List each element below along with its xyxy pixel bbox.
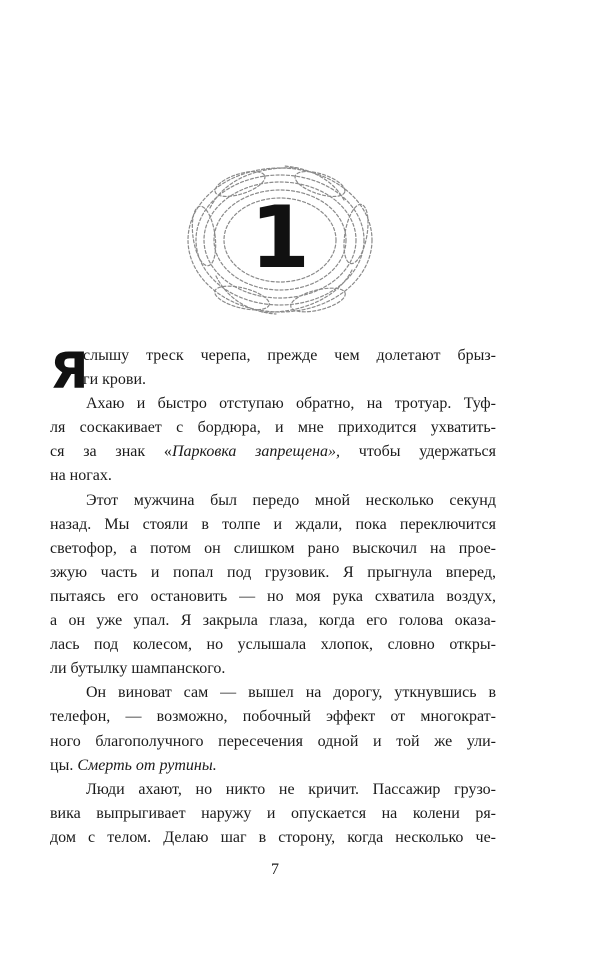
- text-line: дом с телом. Делаю шаг в сторону, когда несколько че-: [50, 828, 496, 846]
- text-line: на ногах.: [50, 467, 112, 485]
- text-run: чтобы удержаться: [340, 443, 497, 461]
- text-run: ся за знак «: [50, 443, 172, 461]
- text-line: ля соскакивает с бордюра, и мне приходится ухватить-: [50, 419, 496, 437]
- text-line: пытаясь его остановить — но моя рука схватила воздух,: [50, 587, 496, 605]
- drop-cap: Я: [50, 342, 89, 400]
- text-line: Он виноват сам — вышел на дорогу, уткнувшись в: [86, 684, 496, 702]
- page-number: 7: [271, 861, 279, 878]
- text-line: зжую часть и попал под грузовик. Я прыгнула вперед,: [50, 563, 496, 581]
- italic-phrase: Смерть от рутины.: [77, 756, 217, 774]
- text-line: лась под колесом, но услышала хлопок, словно откры-: [50, 636, 496, 654]
- sign-name-italic: Парковка запрещена»,: [171, 443, 341, 461]
- text-line: ного благополучного пересечения одной и той же ули-: [50, 732, 496, 750]
- text-line: а он уже упал. Я закрыла глаза, когда его голова оказа-: [50, 612, 496, 630]
- text-line: [50, 754, 496, 778]
- text-line: Этот мужчина был передо мной несколько секунд: [86, 491, 496, 509]
- chapter-number: 1: [250, 188, 310, 288]
- text-line: [50, 440, 496, 464]
- text-line: телефон, — возможно, побочный эффект от многократ-: [50, 708, 496, 726]
- text-line: слышу треск черепа, прежде чем долетают брыз-: [83, 347, 496, 364]
- text-run: цы.: [50, 756, 78, 774]
- text-line: Люди ахают, но никто не кричит. Пассажир грузо-: [86, 780, 496, 798]
- body-text: [50, 344, 496, 850]
- text-line: ли бутылку шампанского.: [50, 660, 226, 678]
- text-line: Ахаю и быстро отступаю обратно, на тротуар. Туф-: [86, 395, 496, 413]
- text-line: вика выпрыгивает наружу и опускается на колени ря-: [50, 804, 496, 822]
- text-line: светофор, а потом он слишком рано выскочил на прое-: [50, 539, 496, 557]
- text-line: назад. Мы стояли в толпе и ждали, пока переключится: [50, 515, 496, 533]
- text-line: ги крови.: [83, 371, 147, 389]
